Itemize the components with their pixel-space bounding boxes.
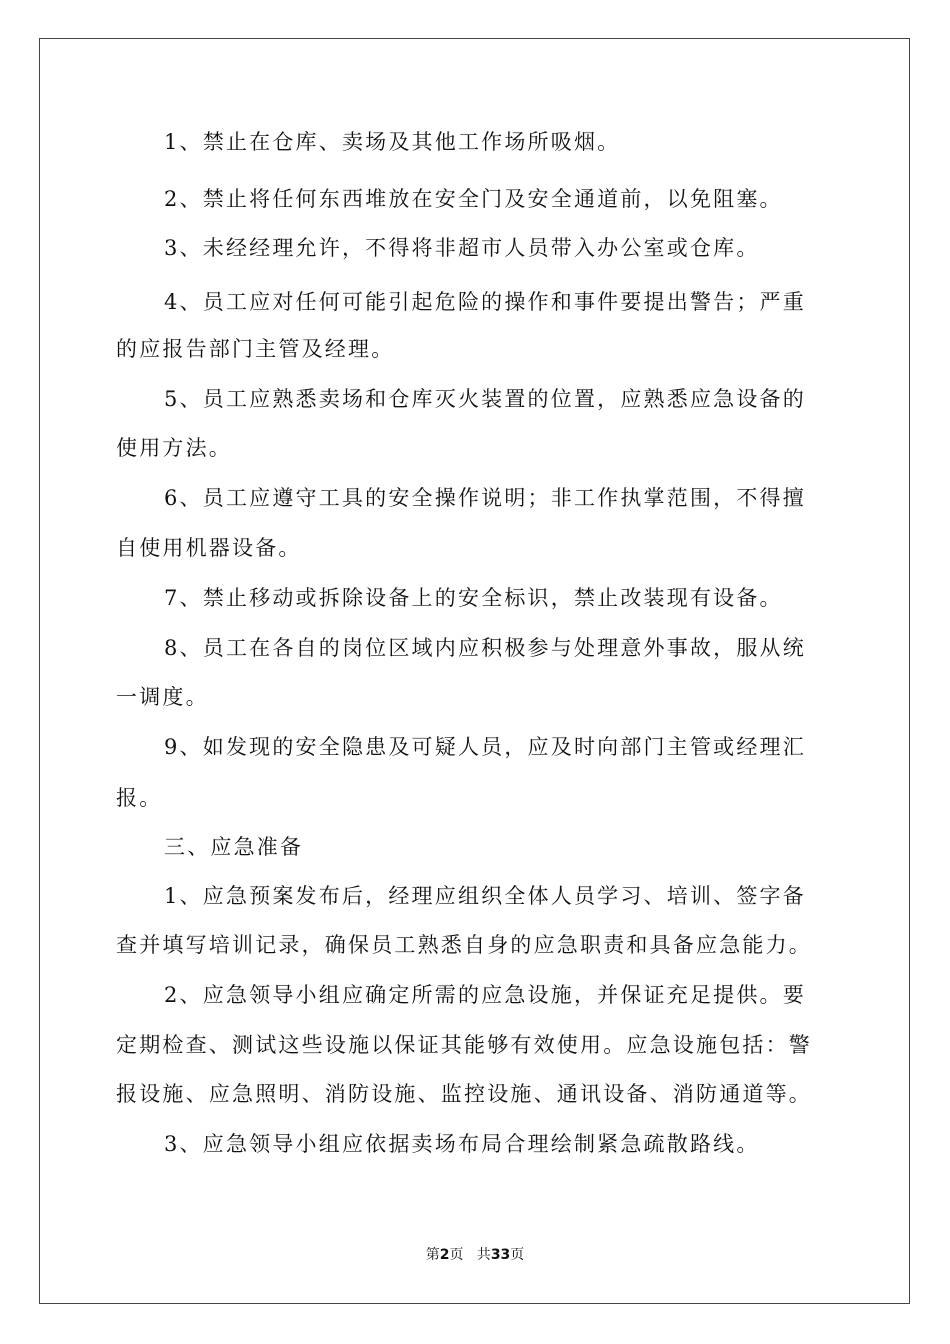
- paragraph-line: 3、未经经理允许，不得将非超市人员带入办公室或仓库。: [164, 236, 760, 260]
- paragraph-line: 的应报告部门主管及经理。: [116, 337, 395, 361]
- page-current: 2: [439, 1247, 450, 1263]
- paragraph-line: 报设施、应急照明、消防设施、监控设施、通讯设备、消防通道等。: [116, 1082, 812, 1106]
- paragraph-line: 报。: [116, 786, 163, 810]
- paragraph-line: 2、禁止将任何东西堆放在安全门及安全通道前，以免阻塞。: [164, 187, 783, 211]
- paragraph-line: 4、员工应对任何可能引起危险的操作和事件要提出警告；严重: [164, 290, 806, 314]
- paragraph-line: 一调度。: [116, 685, 209, 709]
- paragraph-line: 8、员工在各自的岗位区域内应积极参与处理意外事故，服从统: [164, 636, 806, 660]
- page-footer: [0, 1246, 950, 1264]
- paragraph-line: 定期检查、测试这些设施以保证其能够有效使用。应急设施包括：警: [116, 1033, 812, 1057]
- page-frame: [39, 38, 910, 1304]
- paragraph-line: 7、禁止移动或拆除设备上的安全标识，禁止改装现有设备。: [164, 586, 783, 610]
- paragraph-line: 使用方法。: [116, 436, 232, 460]
- footer-suffix: 页: [510, 1247, 525, 1263]
- paragraph-line: 1、应急预案发布后，经理应组织全体人员学习、培训、签字备: [164, 884, 806, 908]
- section-heading: 三、应急准备: [164, 835, 304, 859]
- footer-middle: 页 共: [449, 1247, 491, 1263]
- paragraph-line: 2、应急领导小组应确定所需的应急设施，并保证充足提供。要: [164, 983, 806, 1007]
- footer-prefix: 第: [425, 1247, 440, 1263]
- page-total: 33: [490, 1247, 511, 1263]
- paragraph-line: 9、如发现的安全隐患及可疑人员，应及时向部门主管或经理汇: [164, 735, 806, 759]
- paragraph-line: 查并填写培训记录，确保员工熟悉自身的应急职责和具备应急能力。: [116, 933, 812, 957]
- paragraph-line: 3、应急领导小组应依据卖场布局合理绘制紧急疏散路线。: [164, 1132, 760, 1156]
- paragraph-line: 1、禁止在仓库、卖场及其他工作场所吸烟。: [164, 130, 621, 154]
- paragraph-line: 自使用机器设备。: [116, 536, 302, 560]
- paragraph-line: 5、员工应熟悉卖场和仓库灭火装置的位置，应熟悉应急设备的: [164, 387, 806, 411]
- paragraph-line: 6、员工应遵守工具的安全操作说明；非工作执掌范围，不得擅: [164, 486, 806, 510]
